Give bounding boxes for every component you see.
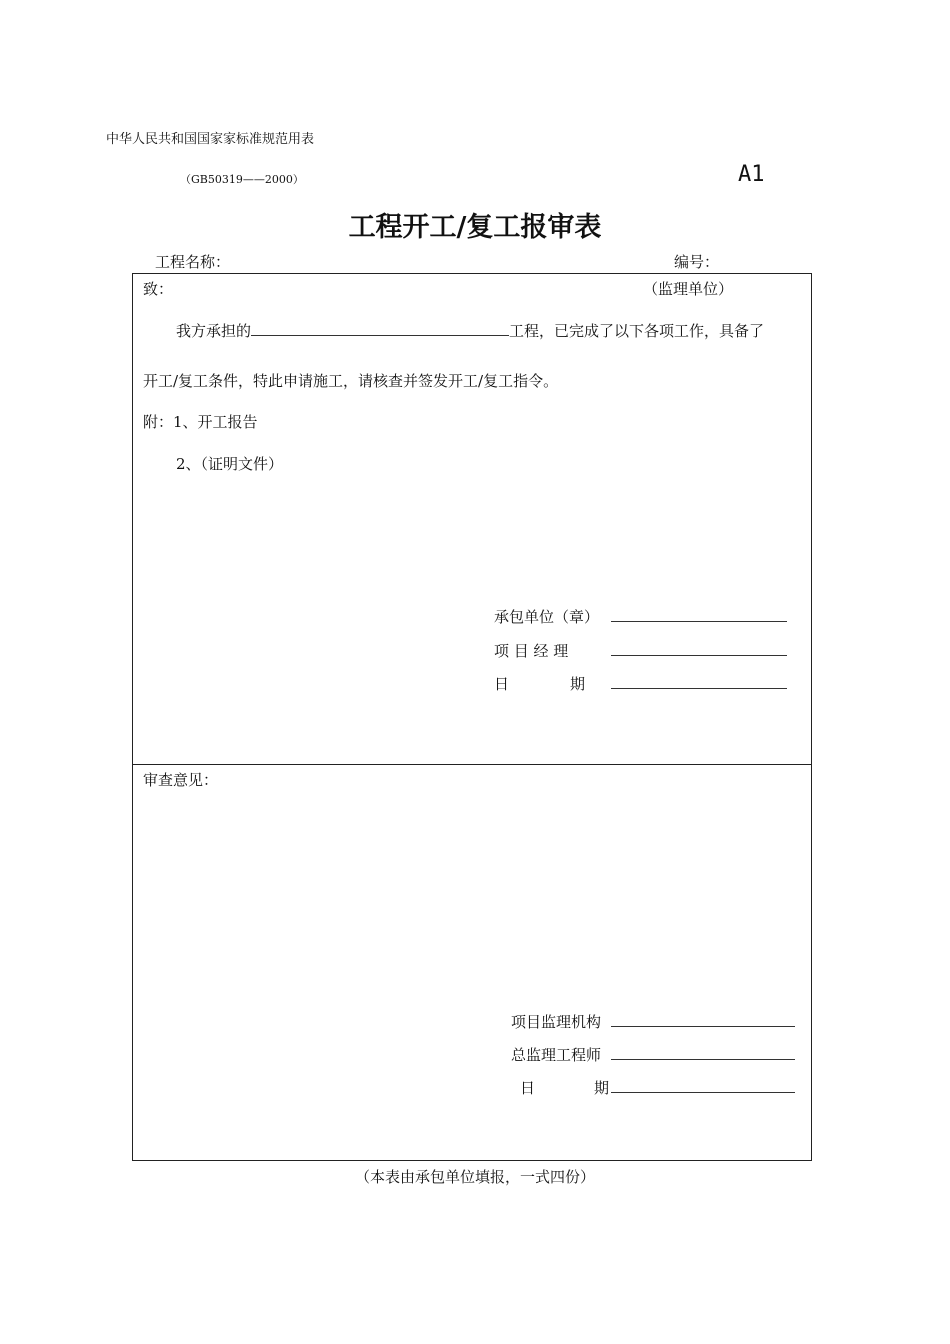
manager-blank[interactable] [611, 641, 787, 656]
form-table [132, 273, 812, 1161]
app-date-blank[interactable] [611, 674, 787, 689]
page-title: 工程开工/复工报审表 [348, 212, 602, 243]
review-date-blank[interactable] [611, 1078, 795, 1093]
chief-engineer-label: 总监理工程师 [511, 1046, 602, 1064]
standard-code: （GB50319——2000） [180, 173, 304, 186]
body-prefix: 我方承担的 [176, 322, 252, 340]
application-body-line1 [176, 320, 764, 341]
review-date-char-1: 日 [520, 1079, 536, 1097]
application-body-line2: 开工/复工条件，特此申请施工，请核查并签发开工/复工指令。 [143, 372, 559, 390]
manager-label: 项 目 经 理 [494, 642, 569, 660]
project-blank[interactable] [251, 321, 509, 336]
supervision-org-label: 项目监理机构 [511, 1013, 602, 1031]
review-opinion-label: 审查意见： [143, 771, 219, 789]
project-name-label: 工程名称： [155, 253, 231, 271]
app-date-char-1: 日 [494, 675, 510, 693]
section-divider [132, 764, 812, 765]
supervision-org-blank[interactable] [611, 1012, 795, 1027]
body-suffix: 工程，已完成了以下各项工作，具备了 [509, 322, 765, 340]
contractor-blank[interactable] [611, 607, 787, 622]
app-date-char-2: 期 [570, 675, 586, 693]
attachment-2: 2、（证明文件） [176, 455, 284, 473]
standard-name: 中华人民共和国国家家标准规范用表 [106, 132, 315, 147]
review-date-char-2: 期 [594, 1079, 610, 1097]
footer-note: （本表由承包单位填报，一式四份） [354, 1168, 595, 1186]
attachment-1: 附：1、开工报告 [143, 413, 258, 431]
chief-engineer-blank[interactable] [611, 1045, 795, 1060]
supervisor-unit-label: （监理单位） [643, 280, 734, 298]
contractor-label: 承包单位（章） [494, 608, 600, 626]
number-label: 编号： [674, 253, 720, 271]
form-code: A1 [738, 162, 765, 187]
to-label: 致： [143, 280, 174, 298]
